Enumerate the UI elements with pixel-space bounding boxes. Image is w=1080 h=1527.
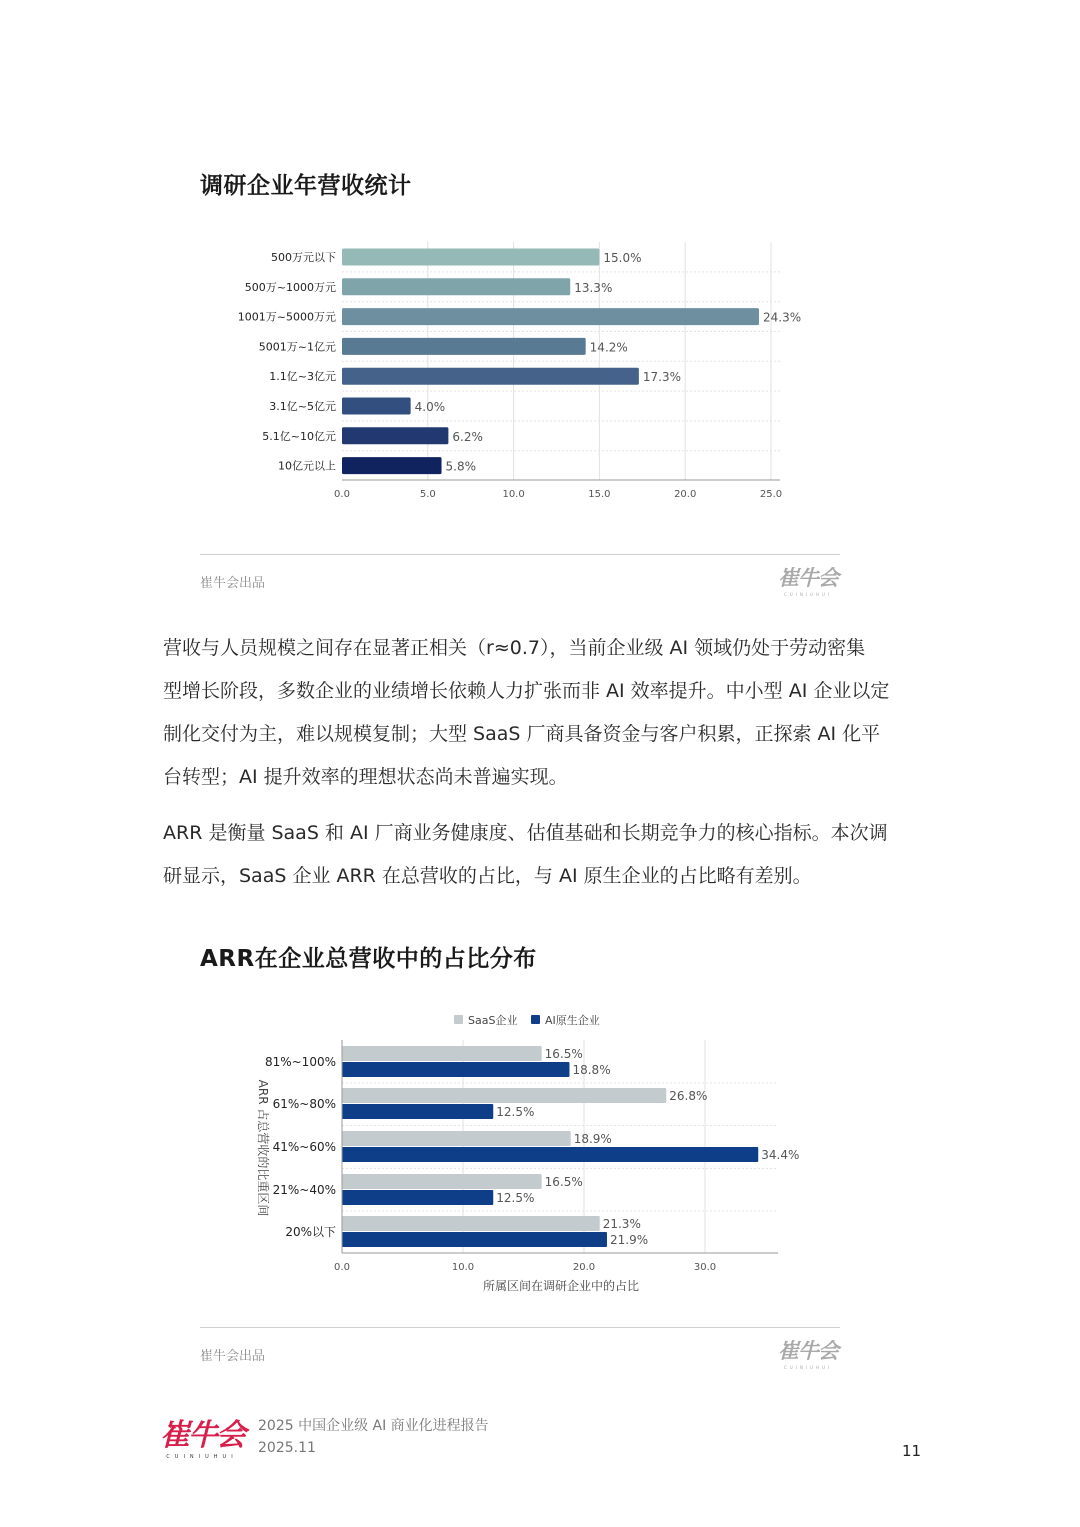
logo-text: 崔牛会 (778, 1339, 838, 1363)
x-tick-label: 20.0 (572, 1262, 596, 1273)
category-label: 500万元以下 (271, 251, 336, 264)
value-label: 21.9% (609, 1233, 649, 1247)
category-label: 5.1亿~10亿元 (262, 429, 336, 443)
bar (342, 308, 759, 325)
category-label: 3.1亿~5亿元 (269, 400, 336, 413)
value-label: 16.5% (544, 1175, 583, 1189)
value-label: 4.0% (414, 400, 446, 414)
text-line: ARR 是衡量 SaaS 和 AI 厂商业务健康度、估值基础和长期竞争力的核心指标。本次调 (163, 822, 888, 844)
value-label: 6.2% (452, 429, 483, 444)
report-title: 2025 中国企业级 AI 商业化进程报告 (258, 1418, 489, 1434)
value-label: 12.5% (496, 1105, 535, 1119)
bar (342, 457, 442, 474)
category-label: 81%~100% (264, 1055, 336, 1069)
divider (200, 554, 840, 555)
legend-label: AI原生企业 (545, 1014, 600, 1027)
x-tick-label: 10.0 (451, 1262, 475, 1273)
bar (342, 368, 639, 385)
x-tick-label: 20.0 (674, 489, 697, 500)
value-label: 24.3% (762, 310, 802, 325)
x-tick-label: 15.0 (588, 489, 611, 500)
value-label: 21.3% (602, 1217, 641, 1231)
bar (342, 249, 599, 266)
chart1-title: 调研企业年营收统计 (200, 173, 412, 199)
text-line: 型增长阶段，多数企业的业绩增长依赖人力扩张而非 AI 效率提升。中小型 AI 企业以定 (163, 680, 890, 702)
category-label: 61%~80% (272, 1097, 336, 1111)
bar (342, 338, 586, 355)
text-line: 制化交付为主，难以规模复制；大型 SaaS 厂商具备资金与客户积累，正探索 AI 化平 (163, 723, 881, 745)
bar (342, 1046, 542, 1061)
value-label: 18.9% (573, 1132, 612, 1146)
revenue-bar-chart (0, 230, 1080, 510)
text-line: 台转型；AI 提升效率的理想状态尚未普遍实现。 (163, 766, 568, 788)
footer-logo (160, 1410, 244, 1460)
x-tick-label: 10.0 (502, 489, 525, 500)
value-label: 5.8% (445, 459, 477, 474)
x-axis-title: 所属区间在调研企业中的占比 (482, 1279, 640, 1293)
bar (342, 278, 570, 295)
footer-logo-text: 崔牛会 (160, 1418, 244, 1453)
bar (342, 1190, 493, 1205)
source-label: 崔牛会出品 (200, 1349, 266, 1364)
value-label: 12.5% (496, 1191, 535, 1205)
legend-label: SaaS企业 (468, 1014, 518, 1027)
value-label: 18.8% (572, 1063, 611, 1077)
category-label: 1001万~5000万元 (237, 310, 336, 324)
bar (342, 427, 448, 444)
legend-swatch (454, 1015, 463, 1024)
text-line: 营收与人员规模之间存在显著正相关（r≈0.7），当前企业级 AI 领域仍处于劳动密集 (163, 637, 866, 659)
category-label: 10亿元以上 (278, 459, 336, 473)
source-label: 崔牛会出品 (200, 576, 266, 591)
x-tick-label: 0.0 (334, 489, 350, 500)
category-label: 500万~1000万元 (244, 280, 336, 294)
bar (342, 398, 411, 415)
bar (342, 1232, 607, 1247)
bar (342, 1131, 571, 1146)
paragraph-1 (163, 627, 933, 799)
arr-share-bar-chart (0, 1000, 1080, 1300)
bar (342, 1216, 600, 1231)
value-label: 16.5% (544, 1047, 583, 1061)
category-label: 41%~60% (272, 1140, 336, 1154)
x-tick-label: 5.0 (419, 489, 436, 500)
value-label: 13.3% (574, 280, 613, 295)
logo-sub: CUINIUHUI (783, 592, 833, 597)
x-tick-label: 30.0 (693, 1262, 717, 1273)
logo-sub: CUINIUHUI (783, 1365, 833, 1370)
value-label: 26.8% (669, 1089, 708, 1103)
footer-logo-sub: CUINIUHUI (166, 1454, 238, 1460)
logo (778, 1335, 838, 1370)
bar (342, 1088, 666, 1103)
logo-text: 崔牛会 (778, 566, 838, 590)
value-label: 34.4% (761, 1148, 800, 1162)
bar (342, 1062, 569, 1077)
legend-swatch (531, 1015, 540, 1024)
bar (342, 1174, 542, 1189)
page-number: 11 (902, 1442, 922, 1460)
report-date: 2025.11 (258, 1440, 316, 1456)
logo (778, 562, 838, 597)
text-line: 研显示，SaaS 企业 ARR 在总营收的占比，与 AI 原生企业的占比略有差别。 (163, 865, 812, 887)
bar (342, 1104, 493, 1119)
y-axis-title: ARR 占总营收的比重区间 (256, 1079, 270, 1217)
x-tick-label: 25.0 (759, 489, 783, 500)
divider (200, 1327, 840, 1328)
bar (342, 1147, 758, 1162)
category-label: 1.1亿~3亿元 (269, 370, 336, 384)
category-label: 5001万~1亿元 (258, 340, 336, 354)
value-label: 15.0% (603, 251, 642, 265)
category-label: 21%~40% (272, 1183, 336, 1197)
value-label: 14.2% (589, 340, 628, 355)
paragraph-2 (163, 812, 933, 898)
value-label: 17.3% (642, 370, 681, 385)
chart2-title: ARR在企业总营收中的占比分布 (200, 946, 537, 972)
category-label: 20%以下 (285, 1225, 336, 1239)
x-tick-label: 0.0 (334, 1262, 350, 1273)
